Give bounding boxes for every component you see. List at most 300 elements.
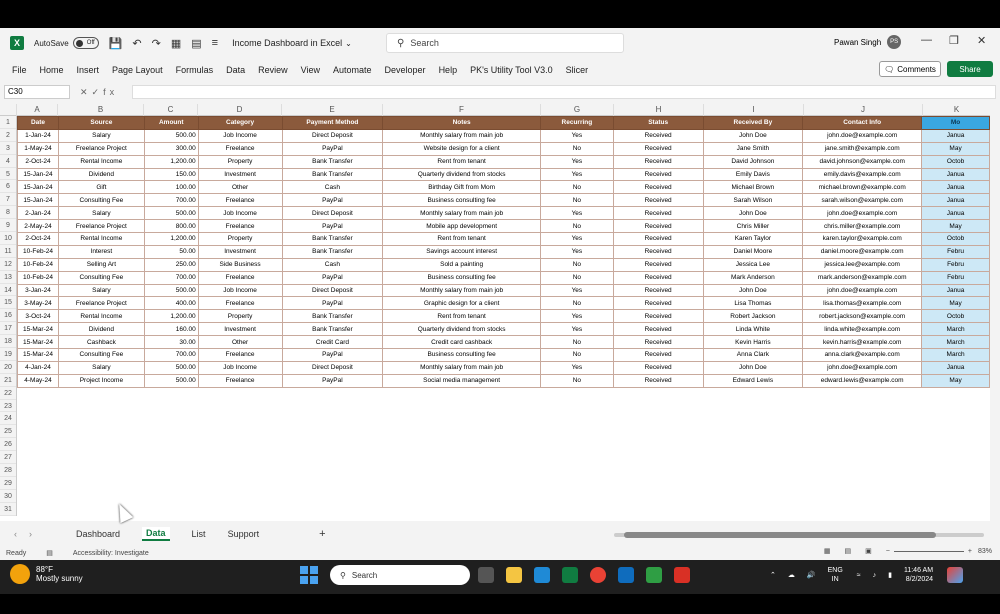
table-cell[interactable]: May	[922, 297, 990, 310]
borders-icon[interactable]: ▦	[170, 37, 182, 50]
table-cell[interactable]: Consulting Fee	[58, 194, 144, 207]
restore-icon[interactable]: ❐	[949, 35, 959, 47]
table-cell[interactable]: david.johnson@example.com	[803, 155, 922, 168]
table-cell[interactable]: Cashback	[58, 336, 144, 349]
table-cell[interactable]: 1-May-24	[18, 142, 59, 155]
table-cell[interactable]: Received	[613, 142, 703, 155]
row-header[interactable]: 23	[0, 400, 16, 413]
sheet-tab-support[interactable]: Support	[227, 529, 260, 539]
table-cell[interactable]: Yes	[540, 168, 613, 181]
table-cell[interactable]: chris.miller@example.com	[803, 220, 922, 233]
cancel-icon[interactable]: ✕	[80, 86, 92, 97]
excel-taskbar-icon[interactable]	[562, 567, 578, 583]
column-title[interactable]: Date	[18, 117, 59, 130]
table-cell[interactable]: 2-Jan-24	[18, 207, 59, 220]
table-cell[interactable]: 150.00	[144, 168, 198, 181]
table-cell[interactable]: Emily Davis	[703, 168, 803, 181]
table-cell[interactable]: Salary	[58, 284, 144, 297]
table-cell[interactable]: Karen Taylor	[703, 233, 803, 246]
column-header[interactable]: H	[614, 104, 704, 116]
column-header[interactable]: I	[704, 104, 804, 116]
task-view-icon[interactable]	[478, 567, 494, 583]
table-cell[interactable]: jessica.lee@example.com	[803, 258, 922, 271]
table-cell[interactable]: Consulting Fee	[58, 271, 144, 284]
clock[interactable]	[904, 566, 933, 584]
table-cell[interactable]: Octob	[922, 233, 990, 246]
table-cell[interactable]: Monthly salary from main job	[383, 207, 541, 220]
table-cell[interactable]: No	[540, 258, 613, 271]
table-cell[interactable]: 500.00	[144, 284, 198, 297]
table-cell[interactable]: PayPal	[282, 194, 383, 207]
tab-page-layout[interactable]: Page Layout	[112, 65, 163, 75]
row-header[interactable]: 7	[0, 193, 16, 206]
table-cell[interactable]: daniel.moore@example.com	[803, 245, 922, 258]
tab-help[interactable]: Help	[438, 65, 458, 75]
table-cell[interactable]: sarah.wilson@example.com	[803, 194, 922, 207]
outlook-icon[interactable]	[618, 567, 634, 583]
close-icon[interactable]: ✕	[977, 35, 987, 47]
table-cell[interactable]: linda.white@example.com	[803, 323, 922, 336]
table-cell[interactable]: No	[540, 374, 613, 387]
table-cell[interactable]: Febru	[922, 271, 990, 284]
sheet-nav-arrows[interactable]	[14, 529, 54, 539]
table-cell[interactable]: PayPal	[282, 349, 383, 362]
table-cell[interactable]: 10-Feb-24	[18, 271, 59, 284]
row-header[interactable]: 1	[0, 116, 16, 129]
table-cell[interactable]: 500.00	[144, 374, 198, 387]
redo-icon[interactable]: ↷	[151, 37, 161, 50]
table-cell[interactable]: 10-Feb-24	[18, 245, 59, 258]
table-cell[interactable]: March	[922, 349, 990, 362]
table-cell[interactable]: john.doe@example.com	[803, 129, 922, 142]
column-header[interactable]: A	[17, 104, 58, 116]
macro-icon[interactable]: ▤	[46, 550, 53, 557]
table-cell[interactable]: Job Income	[198, 129, 282, 142]
table-cell[interactable]: Janua	[922, 361, 990, 374]
chevron-right-icon[interactable]: ›	[29, 529, 44, 539]
document-title[interactable]: Income Dashboard in Excel	[232, 38, 343, 48]
table-cell[interactable]: Bank Transfer	[282, 245, 383, 258]
row-header[interactable]: 16	[0, 309, 16, 322]
table-cell[interactable]: Rental Income	[58, 155, 144, 168]
table-cell[interactable]: March	[922, 323, 990, 336]
table-cell[interactable]: 700.00	[144, 349, 198, 362]
table-cell[interactable]: Dividend	[58, 168, 144, 181]
table-cell[interactable]: Rent from tenant	[383, 233, 541, 246]
table-cell[interactable]: Property	[198, 233, 282, 246]
row-header[interactable]: 13	[0, 271, 16, 284]
table-cell[interactable]: Dividend	[58, 323, 144, 336]
tab-view[interactable]: View	[300, 65, 320, 75]
row-header[interactable]: 3	[0, 142, 16, 155]
table-cell[interactable]: Monthly salary from main job	[383, 129, 541, 142]
row-header[interactable]: 22	[0, 387, 16, 400]
autosave-toggle[interactable]	[73, 37, 99, 49]
table-cell[interactable]: Janua	[922, 194, 990, 207]
column-title[interactable]: Category	[198, 117, 282, 130]
table-cell[interactable]: Kevin Harris	[703, 336, 803, 349]
table-cell[interactable]: Other	[198, 336, 282, 349]
table-cell[interactable]: Cash	[282, 181, 383, 194]
table-cell[interactable]: Job Income	[198, 207, 282, 220]
chrome-icon[interactable]	[590, 567, 606, 583]
table-cell[interactable]: Janua	[922, 207, 990, 220]
table-icon[interactable]: ▤	[191, 37, 202, 50]
table-cell[interactable]: Direct Deposit	[282, 284, 383, 297]
table-cell[interactable]: Credit card cashback	[383, 336, 541, 349]
table-cell[interactable]: No	[540, 297, 613, 310]
table-cell[interactable]: Received	[613, 297, 703, 310]
table-cell[interactable]: 3-May-24	[18, 297, 59, 310]
table-cell[interactable]: Direct Deposit	[282, 207, 383, 220]
table-cell[interactable]: Property	[198, 155, 282, 168]
normal-view-icon[interactable]: ▦	[823, 548, 831, 555]
table-cell[interactable]: Business consulting fee	[383, 349, 541, 362]
table-cell[interactable]: Salary	[58, 207, 144, 220]
table-cell[interactable]: Febru	[922, 258, 990, 271]
tab-home[interactable]: Home	[39, 65, 64, 75]
table-cell[interactable]: anna.clark@example.com	[803, 349, 922, 362]
table-cell[interactable]: 500.00	[144, 361, 198, 374]
table-cell[interactable]: 50.00	[144, 245, 198, 258]
table-cell[interactable]: Mark Anderson	[703, 271, 803, 284]
row-header[interactable]: 14	[0, 284, 16, 297]
table-cell[interactable]: 100.00	[144, 181, 198, 194]
table-cell[interactable]: karen.taylor@example.com	[803, 233, 922, 246]
tab-slicer[interactable]: Slicer	[565, 65, 589, 75]
table-cell[interactable]: Bank Transfer	[282, 310, 383, 323]
table-cell[interactable]: PayPal	[282, 220, 383, 233]
table-cell[interactable]: Received	[613, 310, 703, 323]
table-cell[interactable]: 500.00	[144, 129, 198, 142]
table-cell[interactable]: 1,200.00	[144, 155, 198, 168]
table-cell[interactable]: Robert Jackson	[703, 310, 803, 323]
sheet-tab-dashboard[interactable]: Dashboard	[76, 529, 121, 539]
windows-start-icon[interactable]	[300, 566, 318, 584]
table-cell[interactable]: Received	[613, 155, 703, 168]
table-cell[interactable]: Sold a painting	[383, 258, 541, 271]
table-cell[interactable]: Rental Income	[58, 310, 144, 323]
row-header[interactable]: 17	[0, 322, 16, 335]
column-title[interactable]: Contact Info	[803, 117, 922, 130]
table-cell[interactable]: PayPal	[282, 271, 383, 284]
row-header[interactable]: 30	[0, 490, 16, 503]
table-cell[interactable]: 3-Jan-24	[18, 284, 59, 297]
table-cell[interactable]: John Doe	[703, 207, 803, 220]
table-cell[interactable]: Business consulting fee	[383, 271, 541, 284]
formula-input[interactable]	[132, 85, 996, 99]
table-cell[interactable]: David Johnson	[703, 155, 803, 168]
table-cell[interactable]: Investment	[198, 323, 282, 336]
row-header[interactable]: 26	[0, 438, 16, 451]
row-header[interactable]: 28	[0, 464, 16, 477]
column-header[interactable]: B	[58, 104, 144, 116]
recorder-icon[interactable]	[674, 567, 690, 583]
horizontal-scrollbar-thumb[interactable]	[624, 532, 936, 538]
table-cell[interactable]: Received	[613, 207, 703, 220]
sheet-tab-list[interactable]: List	[191, 529, 206, 539]
accessibility-status[interactable]: Accessibility: Investigate	[72, 549, 149, 557]
table-cell[interactable]: Side Business	[198, 258, 282, 271]
row-header[interactable]: 27	[0, 451, 16, 464]
sheet-tab-data[interactable]: Data	[142, 527, 170, 541]
table-cell[interactable]: Bank Transfer	[282, 323, 383, 336]
table-cell[interactable]: Selling Art	[58, 258, 144, 271]
table-cell[interactable]: Yes	[540, 233, 613, 246]
table-cell[interactable]: 4-May-24	[18, 374, 59, 387]
undo-icon[interactable]: ↶	[132, 37, 142, 50]
tab-developer[interactable]: Developer	[384, 65, 426, 75]
table-cell[interactable]: May	[922, 374, 990, 387]
table-cell[interactable]: Jessica Lee	[703, 258, 803, 271]
row-header[interactable]: 12	[0, 258, 16, 271]
table-cell[interactable]: Savings account interest	[383, 245, 541, 258]
table-cell[interactable]: Bank Transfer	[282, 168, 383, 181]
column-header[interactable]: F	[383, 104, 541, 116]
chevron-left-icon[interactable]: ‹	[14, 529, 29, 539]
language-indicator[interactable]	[828, 566, 843, 584]
zoom-slider[interactable]	[894, 551, 964, 552]
row-header[interactable]: 10	[0, 232, 16, 245]
row-header[interactable]: 29	[0, 477, 16, 490]
table-cell[interactable]: Freelance Project	[58, 297, 144, 310]
table-cell[interactable]: 500.00	[144, 207, 198, 220]
table-cell[interactable]: 15-Mar-24	[18, 323, 59, 336]
table-cell[interactable]: Other	[198, 181, 282, 194]
name-box[interactable]: C30	[4, 85, 70, 99]
avatar[interactable]: PS	[887, 35, 901, 49]
row-header[interactable]: 4	[0, 155, 16, 168]
row-header[interactable]: 6	[0, 180, 16, 193]
column-header[interactable]: D	[198, 104, 282, 116]
column-header[interactable]: K	[923, 104, 990, 116]
table-cell[interactable]: Received	[613, 284, 703, 297]
row-header[interactable]: 31	[0, 503, 16, 516]
table-cell[interactable]: May	[922, 220, 990, 233]
share-button[interactable]	[947, 61, 993, 77]
column-title[interactable]: Received By	[703, 117, 803, 130]
fx-icon[interactable]: fx	[103, 86, 119, 97]
table-cell[interactable]: 2-Oct-24	[18, 233, 59, 246]
table-cell[interactable]: Direct Deposit	[282, 129, 383, 142]
table-cell[interactable]: Chris Miller	[703, 220, 803, 233]
zoom-level[interactable]: 83%	[977, 547, 992, 555]
column-title[interactable]: Source	[58, 117, 144, 130]
table-cell[interactable]: John Doe	[703, 284, 803, 297]
table-cell[interactable]: No	[540, 336, 613, 349]
table-cell[interactable]: Monthly salary from main job	[383, 361, 541, 374]
table-cell[interactable]: Janua	[922, 168, 990, 181]
row-header[interactable]: 18	[0, 335, 16, 348]
table-cell[interactable]: 1,200.00	[144, 233, 198, 246]
comments-button[interactable]	[879, 61, 941, 77]
copilot-icon[interactable]	[947, 567, 963, 583]
table-cell[interactable]: Graphic design for a client	[383, 297, 541, 310]
wifi-icon[interactable]: ≈	[856, 571, 861, 579]
column-header[interactable]: G	[541, 104, 614, 116]
table-cell[interactable]: Quarterly dividend from stocks	[383, 323, 541, 336]
table-cell[interactable]: No	[540, 194, 613, 207]
table-cell[interactable]: Octob	[922, 310, 990, 323]
table-cell[interactable]: Received	[613, 361, 703, 374]
table-cell[interactable]: Received	[613, 336, 703, 349]
table-cell[interactable]: 300.00	[144, 142, 198, 155]
camtasia-icon[interactable]	[646, 567, 662, 583]
volume-icon[interactable]: ♪	[872, 571, 877, 579]
table-cell[interactable]: 250.00	[144, 258, 198, 271]
page-layout-view-icon[interactable]: ▤	[844, 548, 852, 555]
table-cell[interactable]: edward.lewis@example.com	[803, 374, 922, 387]
table-cell[interactable]: No	[540, 220, 613, 233]
row-header[interactable]: 11	[0, 245, 16, 258]
table-cell[interactable]: 800.00	[144, 220, 198, 233]
column-title[interactable]: Notes	[383, 117, 541, 130]
table-cell[interactable]: March	[922, 336, 990, 349]
table-cell[interactable]: Octob	[922, 155, 990, 168]
column-title[interactable]: Payment Method	[282, 117, 383, 130]
row-header[interactable]: 20	[0, 361, 16, 374]
table-cell[interactable]: Salary	[58, 129, 144, 142]
table-cell[interactable]: Received	[613, 194, 703, 207]
income-data-table[interactable]	[17, 116, 990, 388]
table-cell[interactable]: Edward Lewis	[703, 374, 803, 387]
table-cell[interactable]: 160.00	[144, 323, 198, 336]
table-cell[interactable]: Janua	[922, 129, 990, 142]
table-cell[interactable]: John Doe	[703, 361, 803, 374]
table-cell[interactable]: 30.00	[144, 336, 198, 349]
onedrive-icon[interactable]: ☁	[787, 572, 795, 579]
table-cell[interactable]: No	[540, 181, 613, 194]
row-header[interactable]: 19	[0, 348, 16, 361]
table-cell[interactable]: John Doe	[703, 129, 803, 142]
tab-insert[interactable]: Insert	[76, 65, 100, 75]
table-cell[interactable]: Yes	[540, 323, 613, 336]
table-cell[interactable]: Anna Clark	[703, 349, 803, 362]
table-cell[interactable]: kevin.harris@example.com	[803, 336, 922, 349]
table-cell[interactable]: Freelance	[198, 297, 282, 310]
enter-icon[interactable]: ✓	[91, 86, 104, 97]
table-cell[interactable]: Febru	[922, 245, 990, 258]
customize-qat-icon[interactable]: ≡	[211, 37, 219, 49]
column-header[interactable]: J	[804, 104, 923, 116]
table-cell[interactable]: Gift	[58, 181, 144, 194]
table-cell[interactable]: Michael Brown	[703, 181, 803, 194]
tab-review[interactable]: Review	[258, 65, 288, 75]
table-cell[interactable]: 4-Jan-24	[18, 361, 59, 374]
table-cell[interactable]: Lisa Thomas	[703, 297, 803, 310]
table-cell[interactable]: Received	[613, 349, 703, 362]
table-cell[interactable]: Rent from tenant	[383, 310, 541, 323]
table-cell[interactable]: Received	[613, 168, 703, 181]
table-cell[interactable]: Freelance	[198, 142, 282, 155]
chevron-down-icon[interactable]: ⌄	[345, 38, 352, 48]
table-cell[interactable]: Interest	[58, 245, 144, 258]
table-cell[interactable]: Received	[613, 233, 703, 246]
row-header[interactable]: 5	[0, 168, 16, 181]
table-cell[interactable]: john.doe@example.com	[803, 207, 922, 220]
table-cell[interactable]: michael.brown@example.com	[803, 181, 922, 194]
table-cell[interactable]: Freelance	[198, 374, 282, 387]
store-icon[interactable]	[534, 567, 550, 583]
table-cell[interactable]: Rent from tenant	[383, 155, 541, 168]
save-icon[interactable]: 💾	[108, 37, 123, 50]
column-title[interactable]: Status	[613, 117, 703, 130]
table-cell[interactable]: Investment	[198, 245, 282, 258]
table-cell[interactable]: No	[540, 142, 613, 155]
table-cell[interactable]: mark.anderson@example.com	[803, 271, 922, 284]
table-cell[interactable]: Social media management	[383, 374, 541, 387]
table-cell[interactable]: 2-Oct-24	[18, 155, 59, 168]
table-cell[interactable]: Received	[613, 181, 703, 194]
table-cell[interactable]: Received	[613, 245, 703, 258]
table-cell[interactable]: Yes	[540, 129, 613, 142]
table-cell[interactable]: Job Income	[198, 361, 282, 374]
taskbar-search-input[interactable]	[330, 565, 470, 585]
row-header[interactable]: 24	[0, 412, 16, 425]
table-cell[interactable]: 15-Mar-24	[18, 336, 59, 349]
table-cell[interactable]: Bank Transfer	[282, 155, 383, 168]
table-cell[interactable]: 15-Jan-24	[18, 181, 59, 194]
vertical-scrollbar[interactable]	[990, 104, 1000, 554]
column-header[interactable]: E	[282, 104, 383, 116]
table-cell[interactable]: Property	[198, 310, 282, 323]
table-cell[interactable]: robert.jackson@example.com	[803, 310, 922, 323]
table-cell[interactable]: Freelance	[198, 194, 282, 207]
table-cell[interactable]: Cash	[282, 258, 383, 271]
table-cell[interactable]: 1,200.00	[144, 310, 198, 323]
table-cell[interactable]: Birthday Gift from Mom	[383, 181, 541, 194]
table-cell[interactable]: Freelance	[198, 220, 282, 233]
table-cell[interactable]: 1-Jan-24	[18, 129, 59, 142]
table-cell[interactable]: Consulting Fee	[58, 349, 144, 362]
tab-automate[interactable]: Automate	[333, 65, 372, 75]
table-cell[interactable]: Yes	[540, 361, 613, 374]
table-cell[interactable]: Sarah Wilson	[703, 194, 803, 207]
table-cell[interactable]: Received	[613, 129, 703, 142]
tab-formulas[interactable]: Formulas	[175, 65, 214, 75]
table-cell[interactable]: PayPal	[282, 142, 383, 155]
column-title[interactable]: Amount	[144, 117, 198, 130]
table-cell[interactable]: 400.00	[144, 297, 198, 310]
column-header[interactable]: C	[144, 104, 198, 116]
table-cell[interactable]: Monthly salary from main job	[383, 284, 541, 297]
table-cell[interactable]: Received	[613, 374, 703, 387]
table-cell[interactable]: Business consulting fee	[383, 194, 541, 207]
table-cell[interactable]: Quarterly dividend from stocks	[383, 168, 541, 181]
row-header[interactable]: 2	[0, 129, 16, 142]
minimize-icon[interactable]: —	[921, 34, 932, 46]
table-cell[interactable]: No	[540, 349, 613, 362]
table-cell[interactable]: Yes	[540, 245, 613, 258]
table-cell[interactable]: Yes	[540, 207, 613, 220]
zoom-in-icon[interactable]: +	[967, 547, 972, 555]
table-cell[interactable]: jane.smith@example.com	[803, 142, 922, 155]
user-account[interactable]	[834, 35, 901, 49]
table-cell[interactable]: PayPal	[282, 374, 383, 387]
table-cell[interactable]: Freelance	[198, 271, 282, 284]
row-header[interactable]: 15	[0, 296, 16, 309]
table-cell[interactable]: Daniel Moore	[703, 245, 803, 258]
table-cell[interactable]: lisa.thomas@example.com	[803, 297, 922, 310]
table-cell[interactable]: Received	[613, 220, 703, 233]
tab-utility-tool[interactable]: PK's Utility Tool V3.0	[470, 65, 553, 75]
tab-data[interactable]: Data	[226, 65, 246, 75]
table-cell[interactable]: 10-Feb-24	[18, 258, 59, 271]
row-header[interactable]: 25	[0, 425, 16, 438]
table-cell[interactable]: Direct Deposit	[282, 361, 383, 374]
table-cell[interactable]: 3-Oct-24	[18, 310, 59, 323]
table-cell[interactable]: Bank Transfer	[282, 233, 383, 246]
